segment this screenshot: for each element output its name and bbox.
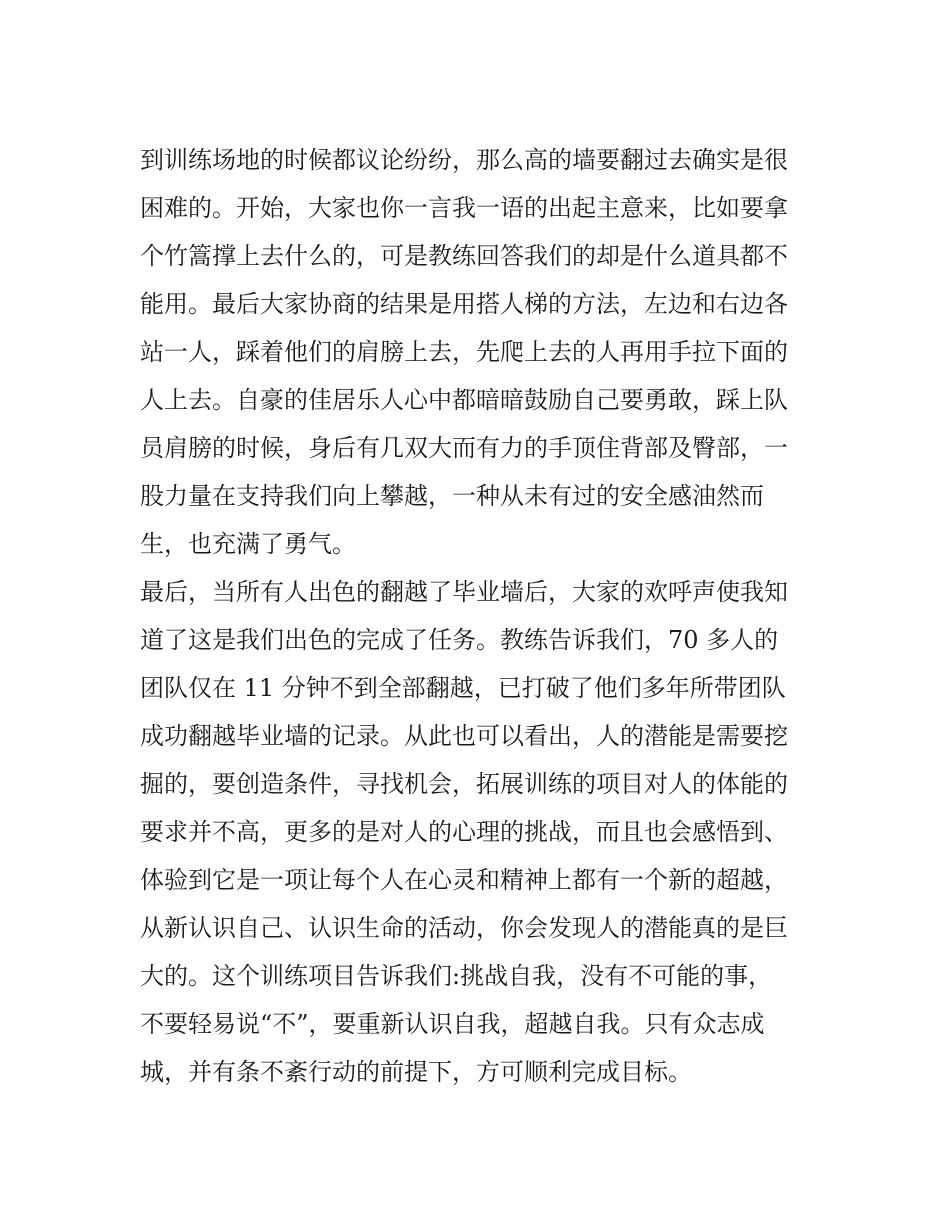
paragraph-2 (140, 568, 830, 1096)
text-line: 困难的。开始，大家也你一言我一语的出起主意来，比如要拿 (140, 194, 788, 222)
text-line: 体验到它是一项让每个人在心灵和精神上都有一个新的超越， (140, 866, 788, 894)
text-line: 生，也充满了勇气。 (140, 530, 356, 558)
text-line: 从新认识自己、认识生命的活动，你会发现人的潜能真的是巨 (140, 914, 788, 942)
text-line: 员肩膀的时候，身后有几双大而有力的手顶住背部及臀部，一 (140, 434, 788, 462)
text-line: 城，并有条不紊行动的前提下，方可顺利完成目标。 (140, 1058, 692, 1086)
text-line: 个竹篙撑上去什么的，可是教练回答我们的却是什么道具都不 (140, 242, 788, 270)
text-line: 要求并不高，更多的是对人的心理的挑战，而且也会感悟到、 (140, 818, 788, 846)
text-line: 站一人，踩着他们的肩膀上去，先爬上去的人再用手拉下面的 (140, 338, 788, 366)
text-line: 成功翻越毕业墙的记录。从此也可以看出，人的潜能是需要挖 (140, 722, 788, 750)
text-line: 大的。这个训练项目告诉我们:挑战自我，没有不可能的事， (140, 962, 773, 990)
text-line: 股力量在支持我们向上攀越，一种从未有过的安全感油然而 (140, 482, 764, 510)
text-line: 道了这是我们出色的完成了任务。教练告诉我们，70 多人的 (140, 626, 779, 654)
paragraph-1 (140, 136, 830, 568)
text-line: 团队仅在 11 分钟不到全部翻越，已打破了他们多年所带团队 (140, 674, 786, 702)
text-line: 人上去。自豪的佳居乐人心中都暗暗鼓励自己要勇敢，踩上队 (140, 386, 788, 414)
text-line: 不要轻易说“不”，要重新认识自我，超越自我。只有众志成 (140, 1010, 765, 1038)
text-line: 最后，当所有人出色的翻越了毕业墙后，大家的欢呼声使我知 (140, 578, 788, 606)
text-line: 到训练场地的时候都议论纷纷，那么高的墙要翻过去确实是很 (140, 146, 788, 174)
text-line: 能用。最后大家协商的结果是用搭人梯的方法，左边和右边各 (140, 290, 788, 318)
document-body (140, 136, 830, 1096)
text-line: 掘的，要创造条件，寻找机会，拓展训练的项目对人的体能的 (140, 770, 788, 798)
